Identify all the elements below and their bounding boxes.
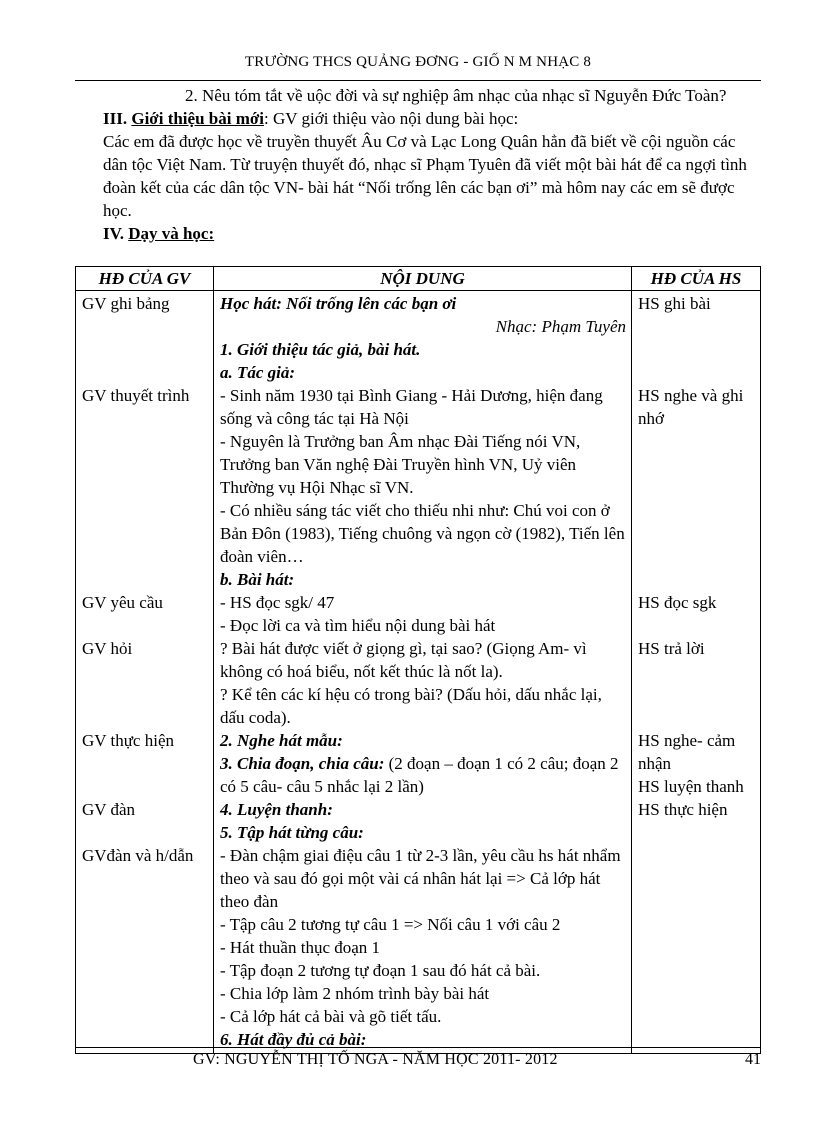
page-footer bbox=[75, 1047, 761, 1072]
gv-item: GV hỏi bbox=[82, 639, 133, 658]
hs-item: HS ghi bài bbox=[638, 294, 711, 313]
section-3-title: Giới thiệu bài mới bbox=[131, 109, 265, 128]
section-3-line bbox=[220, 752, 626, 798]
practice-step-1: - Đàn chậm giai điệu câu 1 từ 2-3 lần, yêu cầu hs hát nhẩm theo và sau đó gọi một vài cá nhân hát lại => Cả lớp hát theo đàn bbox=[220, 846, 621, 911]
gv-item: GVđàn và h/dẫn bbox=[82, 846, 194, 865]
section-4-number: IV. bbox=[103, 224, 124, 243]
hs-item: HS luyện thanh bbox=[638, 777, 744, 796]
author-bio-1: - Sinh năm 1930 tại Bình Giang - Hải Dương, hiện đang sống và công tác tại Hà Nội bbox=[220, 386, 603, 428]
section-1a: a. Tác giả: bbox=[220, 363, 296, 382]
section-5-label: 5. Tập hát từng câu: bbox=[220, 823, 364, 842]
song-question-1: ? Bài hát được viết ở giọng gì, tại sao? (Giọng Am- vì không có hoá biểu, nốt kết thúc là nốt la). bbox=[220, 639, 587, 681]
gv-item: GV đàn bbox=[82, 800, 136, 819]
song-question-2: ? Kể tên các kí hệu có trong bài? (Dấu hỏi, dấu nhắc lại, dấu coda). bbox=[220, 685, 602, 727]
section-4-label: 4. Luyện thanh: bbox=[220, 800, 333, 819]
section-1: 1. Giới thiệu tác giả, bài hát. bbox=[220, 340, 421, 359]
hs-column bbox=[632, 291, 761, 1054]
hs-item: HS nghe- cảm nhận bbox=[638, 731, 736, 773]
table-header-row bbox=[76, 267, 761, 291]
gv-item: GV thuyết trình bbox=[82, 386, 190, 405]
section-4-title: Dạy và học: bbox=[128, 224, 215, 243]
section-3-number: III. bbox=[103, 109, 128, 128]
author-bio-3: - Có nhiều sáng tác viết cho thiếu nhi như: Chú voi con ở Bản Đôn (1983), Tiếng chuông và ngọn cờ (1982), Tiến lên đoàn viên… bbox=[220, 501, 625, 566]
practice-step-2: - Tập câu 2 tương tự câu 1 => Nối câu 1 với câu 2 bbox=[220, 915, 561, 934]
section-3-detail: (2 đoạn – đoạn 1 có 2 câu; đoạn 2 có 5 câu- câu 5 nhắc lại 2 lần) bbox=[220, 754, 619, 796]
section-3 bbox=[103, 107, 763, 130]
header-content: NỘI DUNG bbox=[214, 267, 632, 291]
section-6-label: 6. Hát đầy đủ cả bài: bbox=[220, 1030, 367, 1049]
page-header bbox=[75, 50, 761, 81]
hs-item: HS trả lời bbox=[638, 639, 705, 658]
section-4 bbox=[103, 222, 763, 245]
composer: Nhạc: Phạm Tuyên bbox=[495, 317, 626, 336]
hs-item: HS thực hiện bbox=[638, 800, 728, 819]
section-2: 2. Nghe hát mẫu: bbox=[220, 731, 343, 750]
intro-section bbox=[103, 84, 763, 245]
gv-column bbox=[76, 291, 214, 1054]
section-1b: b. Bài hát: bbox=[220, 570, 295, 589]
header-hs: HĐ CỦA HS bbox=[632, 267, 761, 291]
hs-item: HS nghe và ghi nhớ bbox=[638, 386, 744, 428]
practice-step-4: - Tập đoạn 2 tương tự đoạn 1 sau đó hát cả bài. bbox=[220, 961, 541, 980]
practice-step-5: - Chia lớp làm 2 nhóm trình bày bài hát bbox=[220, 984, 490, 1003]
section-3-text: : GV giới thiệu vào nội dung bài học: bbox=[264, 109, 519, 128]
header-title: TRƯỜNG THCS QUẢNG ĐƠNG - GIỐ N M NHẠC 8 bbox=[244, 54, 592, 70]
gv-item: GV ghi bảng bbox=[82, 294, 170, 313]
hs-item: HS đọc sgk bbox=[638, 593, 717, 612]
author-bio-2: - Nguyên là Trưởng ban Âm nhạc Đài Tiếng nói VN, Trưởng ban Văn nghệ Đài Truyền hình VN, Uỷ viên Thường vụ Hội Nhạc sĩ VN. bbox=[220, 432, 581, 497]
header-gv: HĐ CỦA GV bbox=[76, 267, 214, 291]
question-2: 2. Nêu tóm tắt về uộc đời và sự nghiệp âm nhạc của nhạc sĩ Nguyễn Đức Toàn? bbox=[185, 86, 727, 105]
song-title: Học hát: Nối trống lên các bạn ơi bbox=[220, 294, 457, 313]
footer-teacher: GV: NGUYỄN THỊ TỐ NGA - NĂM HỌC 2011- 2012 bbox=[193, 1051, 558, 1068]
intro-paragraph: Các em đã được học về truyền thuyết Âu Cơ và Lạc Long Quân hẳn đã biết về cội nguồn các dân tộc Việt Nam. Từ truyện thuyết đó, nhạc sĩ Phạm Tyuên đã viết một bài hát để ca ngợi tình đoàn kết của các dân tộc VN- bài hát “Nối trống lên các bạn ơi” mà hôm nay các em sẽ được học. bbox=[103, 132, 747, 220]
gv-item: GV yêu cầu bbox=[82, 593, 163, 612]
section-3-label: 3. Chia đoạn, chia câu: bbox=[220, 754, 385, 773]
song-item-1: - HS đọc sgk/ 47 bbox=[220, 593, 335, 612]
content-column bbox=[214, 291, 632, 1054]
practice-step-6: - Cả lớp hát cả bài và gõ tiết tấu. bbox=[220, 1007, 442, 1026]
gv-item: GV thực hiện bbox=[82, 731, 174, 750]
lesson-table bbox=[75, 266, 761, 1054]
practice-step-3: - Hát thuần thục đoạn 1 bbox=[220, 938, 381, 957]
song-item-2: - Đọc lời ca và tìm hiểu nội dung bài hát bbox=[220, 616, 496, 635]
page-number: 41 bbox=[745, 1051, 761, 1068]
table-row bbox=[76, 291, 761, 1054]
